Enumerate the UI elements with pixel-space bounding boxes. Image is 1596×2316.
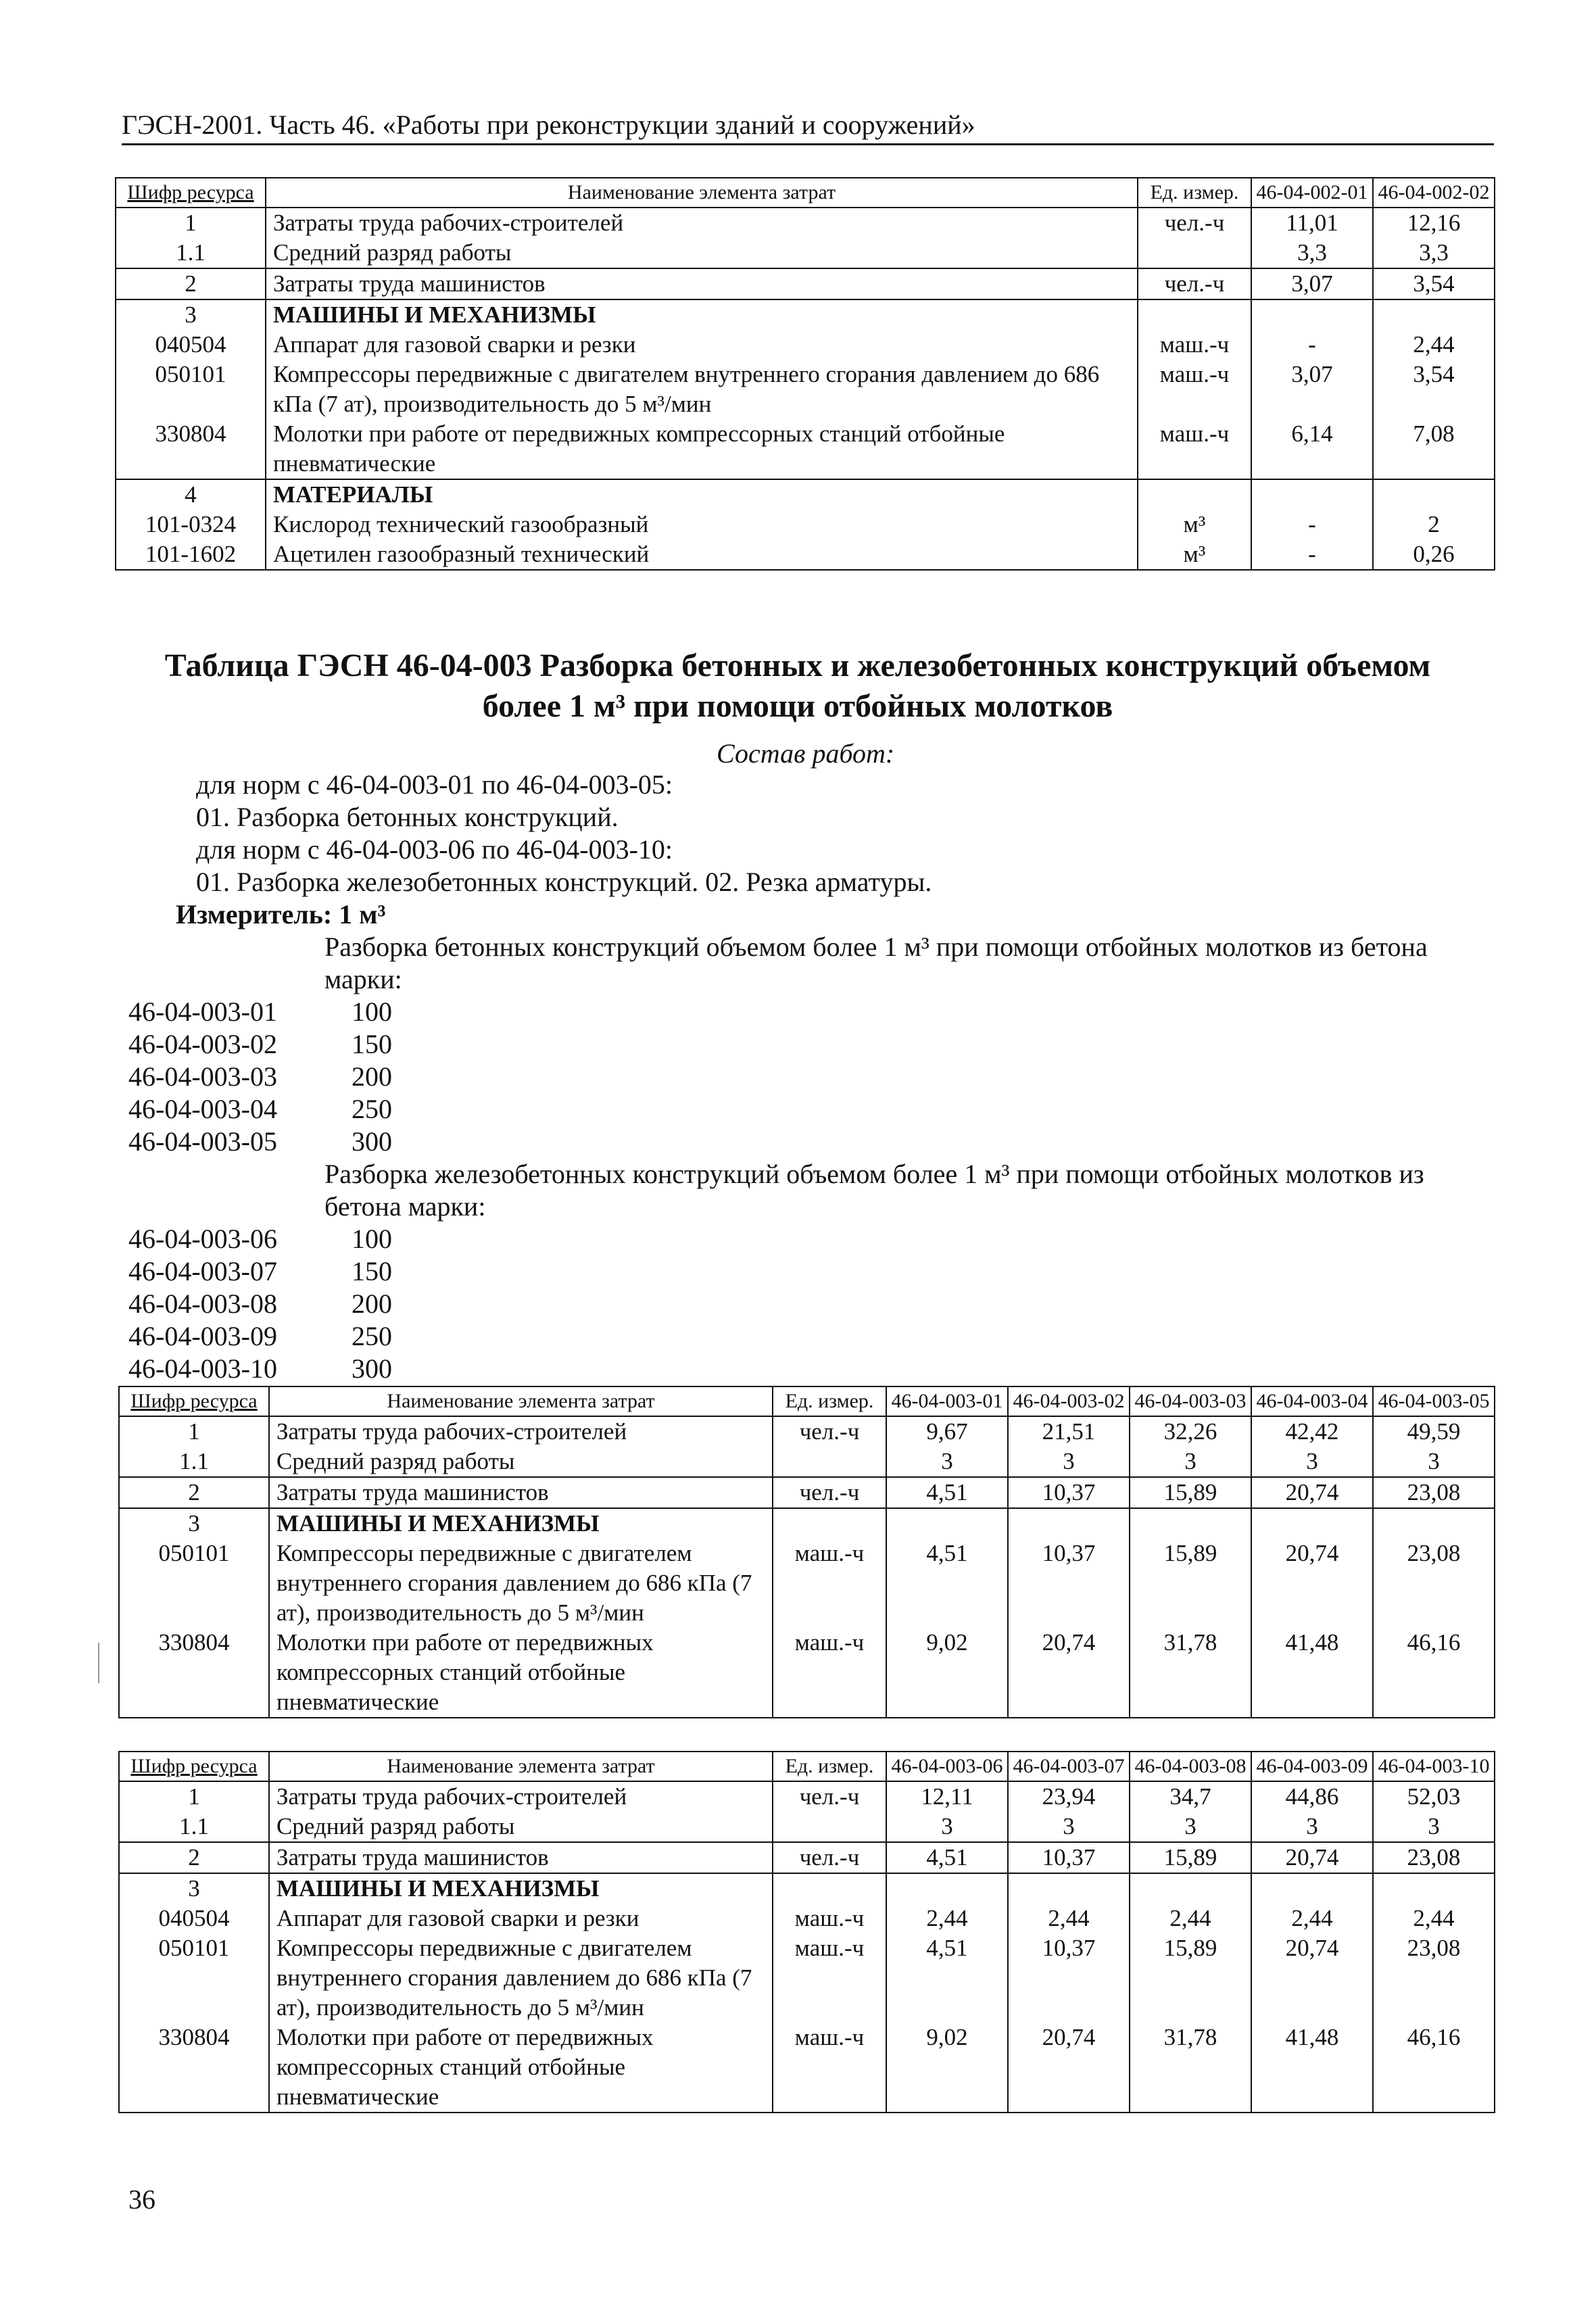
col-header-norm: 46-04-003-08	[1130, 1752, 1251, 1781]
norm-value: 4,51	[886, 1539, 1008, 1628]
norm-value: 15,89	[1130, 1842, 1251, 1873]
category-heading: МАТЕРИАЛЫ	[266, 479, 1138, 510]
norm-value: 41,48	[1251, 1628, 1373, 1718]
norm-value: 3,3	[1373, 238, 1495, 268]
table-row	[116, 299, 1495, 330]
norm-value: 9,02	[886, 1628, 1008, 1718]
table-row	[116, 479, 1495, 510]
resource-code: 040504	[116, 330, 266, 360]
norm-code: 46-04-003-05	[128, 1126, 277, 1157]
resource-name: Компрессоры передвижные с двигателем внутреннего сгорания давлением до 686 кПа (7 ат), производительность до 5 м³/мин	[269, 1933, 773, 2023]
norm-grade: 200	[352, 1288, 392, 1319]
margin-mark	[98, 1643, 99, 1683]
category-heading: МАШИНЫ И МЕХАНИЗМЫ	[266, 299, 1138, 330]
norm-value: 31,78	[1130, 2023, 1251, 2113]
unit: чел.-ч	[1138, 268, 1251, 299]
unit: чел.-ч	[773, 1842, 886, 1873]
col-header-name: Наименование элемента затрат	[266, 178, 1138, 208]
norm-code: 46-04-003-02	[128, 1029, 277, 1059]
norm-code: 46-04-003-10	[128, 1353, 277, 1384]
norm-value: 20,74	[1251, 1933, 1373, 2023]
table-row	[119, 1933, 1495, 2023]
norm-value: 44,86	[1251, 1781, 1373, 1812]
norm-value: 3	[886, 1447, 1008, 1477]
unit: маш.-ч	[1138, 360, 1251, 419]
table-row	[119, 1812, 1495, 1842]
norm-value: 20,74	[1008, 1628, 1130, 1718]
norm-value: 23,08	[1373, 1842, 1495, 1873]
norm-code: 46-04-003-01	[128, 996, 277, 1027]
table-header-row	[116, 178, 1495, 208]
table-row	[116, 268, 1495, 299]
norm-value: 20,74	[1251, 1477, 1373, 1508]
resource-code: 040504	[119, 1904, 269, 1933]
norm-value: 23,94	[1008, 1781, 1130, 1812]
resource-name: Компрессоры передвижные с двигателем внутреннего сгорания давлением до 686 кПа (7 ат), производительность до 5 м³/мин	[266, 360, 1138, 419]
norm-grade: 200	[352, 1061, 392, 1092]
norm-value: 10,37	[1008, 1477, 1130, 1508]
norm-value: 2	[1373, 510, 1495, 539]
col-header-norm: 46-04-003-07	[1008, 1752, 1130, 1781]
table-header-row	[119, 1386, 1495, 1416]
resource-code: 3	[119, 1508, 269, 1539]
table-row	[119, 1416, 1495, 1447]
norm-value: 46,16	[1373, 1628, 1495, 1718]
col-header-norm: 46-04-003-10	[1373, 1752, 1495, 1781]
unit: маш.-ч	[1138, 419, 1251, 479]
resource-code: 330804	[116, 419, 266, 479]
table-row	[119, 1628, 1495, 1718]
norm-code: 46-04-003-07	[128, 1256, 277, 1286]
norm-grade: 150	[352, 1029, 392, 1059]
work-composition-label: Состав работ:	[717, 738, 895, 769]
table-row	[116, 208, 1495, 238]
resource-code: 101-0324	[116, 510, 266, 539]
table-row	[119, 1508, 1495, 1539]
col-header-norm: 46-04-003-06	[886, 1752, 1008, 1781]
norm-value: 10,37	[1008, 1539, 1130, 1628]
col-header-code: Шифр ресурса	[119, 1386, 269, 1416]
norm-code: 46-04-003-04	[128, 1094, 277, 1124]
resource-code: 2	[116, 268, 266, 299]
table-row	[116, 419, 1495, 479]
norm-grade: 250	[352, 1321, 392, 1351]
resource-name: Компрессоры передвижные с двигателем внутреннего сгорания давлением до 686 кПа (7 ат), производительность до 5 м³/мин	[269, 1539, 773, 1628]
col-header-norm: 46-04-002-01	[1251, 178, 1373, 208]
resource-code: 101-1602	[116, 539, 266, 570]
resource-name: Молотки при работе от передвижных компрессорных станций отбойные пневматические	[266, 419, 1138, 479]
table-row	[119, 1539, 1495, 1628]
group-description: Разборка бетонных конструкций объемом более 1 м³ при помощи отбойных молотков из бетона марки:	[324, 932, 1428, 994]
unit: маш.-ч	[773, 2023, 886, 2113]
norm-grade: 300	[352, 1353, 392, 1384]
norm-code: 46-04-003-06	[128, 1224, 277, 1254]
col-header-unit: Ед. измер.	[773, 1752, 886, 1781]
col-header-unit: Ед. измер.	[1138, 178, 1251, 208]
resource-code: 1.1	[119, 1447, 269, 1477]
resource-name: Средний разряд работы	[269, 1447, 773, 1477]
norm-value: 4,51	[886, 1842, 1008, 1873]
norm-value: 31,78	[1130, 1628, 1251, 1718]
table-row	[119, 1477, 1495, 1508]
table-row	[116, 330, 1495, 360]
col-header-code: Шифр ресурса	[116, 178, 266, 208]
resource-name: Ацетилен газообразный технический	[266, 539, 1138, 570]
norm-value: 52,03	[1373, 1781, 1495, 1812]
norm-value: 34,7	[1130, 1781, 1251, 1812]
norm-value: -	[1251, 510, 1373, 539]
unit: маш.-ч	[773, 1904, 886, 1933]
resource-name: Затраты труда машинистов	[269, 1477, 773, 1508]
norm-value: -	[1251, 330, 1373, 360]
col-header-norm: 46-04-002-02	[1373, 178, 1495, 208]
norm-value: 2,44	[1251, 1904, 1373, 1933]
table-row	[119, 1447, 1495, 1477]
norm-grade: 100	[352, 996, 392, 1027]
norm-value: -	[1251, 539, 1373, 570]
norm-value: 11,01	[1251, 208, 1373, 238]
norm-value: 23,08	[1373, 1933, 1495, 2023]
norm-value: 3,07	[1251, 268, 1373, 299]
norm-value: 15,89	[1130, 1933, 1251, 2023]
unit: маш.-ч	[773, 1933, 886, 2023]
resource-code: 1.1	[116, 238, 266, 268]
col-header-unit: Ед. измер.	[773, 1386, 886, 1416]
resource-code: 1.1	[119, 1812, 269, 1842]
norm-value: 20,74	[1251, 1842, 1373, 1873]
norm-value: 3	[1373, 1447, 1495, 1477]
resource-name: Аппарат для газовой сварки и резки	[269, 1904, 773, 1933]
col-header-norm: 46-04-003-01	[886, 1386, 1008, 1416]
table-row	[119, 1781, 1495, 1812]
norm-value: 15,89	[1130, 1477, 1251, 1508]
resource-code: 330804	[119, 2023, 269, 2113]
norm-code: 46-04-003-08	[128, 1288, 277, 1319]
col-header-norm: 46-04-003-09	[1251, 1752, 1373, 1781]
resource-table-003-b	[118, 1751, 1495, 2113]
norm-value: 49,59	[1373, 1416, 1495, 1447]
norm-grade: 100	[352, 1224, 392, 1254]
norm-value: 9,02	[886, 2023, 1008, 2113]
unit	[773, 1812, 886, 1842]
norm-value: 2,44	[1130, 1904, 1251, 1933]
measure-unit: Измеритель: 1 м³	[176, 899, 386, 930]
unit: маш.-ч	[773, 1628, 886, 1718]
norm-code: 46-04-003-09	[128, 1321, 277, 1351]
norm-value: 3	[1008, 1447, 1130, 1477]
unit: м³	[1138, 510, 1251, 539]
table-row	[116, 539, 1495, 570]
table-row	[119, 2023, 1495, 2113]
page-number: 36	[128, 2184, 155, 2215]
norm-grade: 300	[352, 1126, 392, 1157]
col-header-name: Наименование элемента затрат	[269, 1386, 773, 1416]
resource-name: Средний разряд работы	[269, 1812, 773, 1842]
resource-code: 3	[116, 299, 266, 330]
resource-code: 050101	[119, 1539, 269, 1628]
resource-name: Затраты труда машинистов	[269, 1842, 773, 1873]
norm-value: 3	[1130, 1447, 1251, 1477]
norm-value: 20,74	[1008, 2023, 1130, 2113]
norm-value: 3	[1008, 1812, 1130, 1842]
norm-value: 7,08	[1373, 419, 1495, 479]
norm-value: 4,51	[886, 1477, 1008, 1508]
resource-name: Средний разряд работы	[266, 238, 1138, 268]
category-heading: МАШИНЫ И МЕХАНИЗМЫ	[269, 1873, 773, 1904]
unit	[773, 1447, 886, 1477]
unit: маш.-ч	[773, 1539, 886, 1628]
table-row	[116, 360, 1495, 419]
norm-value: 23,08	[1373, 1539, 1495, 1628]
norm-value: 9,67	[886, 1416, 1008, 1447]
norm-grade: 150	[352, 1256, 392, 1286]
resource-table-002	[115, 177, 1495, 571]
norm-value: 3,3	[1251, 238, 1373, 268]
resource-name: Молотки при работе от передвижных компрессорных станций отбойные пневматические	[269, 2023, 773, 2113]
col-header-norm: 46-04-003-02	[1008, 1386, 1130, 1416]
resource-code: 1	[116, 208, 266, 238]
norm-value: 3,07	[1251, 360, 1373, 419]
norm-value: 3	[1373, 1812, 1495, 1842]
resource-name: Затраты труда рабочих-строителей	[266, 208, 1138, 238]
table-row	[119, 1873, 1495, 1904]
norm-value: 21,51	[1008, 1416, 1130, 1447]
resource-name: Кислород технический газообразный	[266, 510, 1138, 539]
unit: м³	[1138, 539, 1251, 570]
work-line: 01. Разборка железобетонных конструкций. 02. Резка арматуры.	[196, 867, 932, 897]
norm-value: 32,26	[1130, 1416, 1251, 1447]
norm-value: 3	[1251, 1447, 1373, 1477]
unit	[1138, 238, 1251, 268]
norm-value: 3,54	[1373, 268, 1495, 299]
norm-value: 2,44	[886, 1904, 1008, 1933]
group-description: Разборка железобетонных конструкций объемом более 1 м³ при помощи отбойных молотков из бетона марки:	[324, 1159, 1424, 1222]
norm-value: 2,44	[1008, 1904, 1130, 1933]
col-header-norm: 46-04-003-05	[1373, 1386, 1495, 1416]
unit: чел.-ч	[1138, 208, 1251, 238]
resource-code: 3	[119, 1873, 269, 1904]
section-title-line: более 1 м³ при помощи отбойных молотков	[482, 688, 1113, 724]
norm-value: 3,54	[1373, 360, 1495, 419]
resource-code: 050101	[116, 360, 266, 419]
table-row	[116, 238, 1495, 268]
norm-value: 3	[1130, 1812, 1251, 1842]
resource-code: 1	[119, 1416, 269, 1447]
norm-code: 46-04-003-03	[128, 1061, 277, 1092]
norm-value: 10,37	[1008, 1933, 1130, 2023]
table-row	[119, 1904, 1495, 1933]
norm-value: 3	[1251, 1812, 1373, 1842]
norm-value: 42,42	[1251, 1416, 1373, 1447]
unit: чел.-ч	[773, 1781, 886, 1812]
resource-code: 050101	[119, 1933, 269, 2023]
col-header-code: Шифр ресурса	[119, 1752, 269, 1781]
norm-value: 2,44	[1373, 1904, 1495, 1933]
category-heading: МАШИНЫ И МЕХАНИЗМЫ	[269, 1508, 773, 1539]
norm-value: 20,74	[1251, 1539, 1373, 1628]
work-line: 01. Разборка бетонных конструкций.	[196, 802, 619, 832]
norm-value: 12,11	[886, 1781, 1008, 1812]
norm-value: 41,48	[1251, 2023, 1373, 2113]
resource-code: 2	[119, 1842, 269, 1873]
resource-name: Затраты труда машинистов	[266, 268, 1138, 299]
section-title-line: Таблица ГЭСН 46-04-003 Разборка бетонных и железобетонных конструкций объемом	[164, 648, 1431, 683]
norm-value: 46,16	[1373, 2023, 1495, 2113]
norm-value: 23,08	[1373, 1477, 1495, 1508]
work-line: для норм с 46-04-003-06 по 46-04-003-10:	[196, 834, 673, 865]
unit: чел.-ч	[773, 1416, 886, 1447]
unit: маш.-ч	[1138, 330, 1251, 360]
col-header-name: Наименование элемента затрат	[269, 1752, 773, 1781]
resource-name: Затраты труда рабочих-строителей	[269, 1416, 773, 1447]
resource-code: 330804	[119, 1628, 269, 1718]
work-line: для норм с 46-04-003-01 по 46-04-003-05:	[196, 769, 673, 800]
norm-value: 2,44	[1373, 330, 1495, 360]
resource-code: 4	[116, 479, 266, 510]
norm-value: 15,89	[1130, 1539, 1251, 1628]
col-header-norm: 46-04-003-03	[1130, 1386, 1251, 1416]
norm-value: 0,26	[1373, 539, 1495, 570]
norm-value: 6,14	[1251, 419, 1373, 479]
norm-value: 10,37	[1008, 1842, 1130, 1873]
norm-grade: 250	[352, 1094, 392, 1124]
table-header-row	[119, 1752, 1495, 1781]
unit: чел.-ч	[773, 1477, 886, 1508]
section-title	[108, 646, 1487, 727]
resource-code: 1	[119, 1781, 269, 1812]
resource-code: 2	[119, 1477, 269, 1508]
col-header-norm: 46-04-003-04	[1251, 1386, 1373, 1416]
norm-value: 3	[886, 1812, 1008, 1842]
resource-name: Молотки при работе от передвижных компрессорных станций отбойные пневматические	[269, 1628, 773, 1718]
norm-value: 4,51	[886, 1933, 1008, 2023]
table-row	[119, 1842, 1495, 1873]
resource-name: Затраты труда рабочих-строителей	[269, 1781, 773, 1812]
table-row	[116, 510, 1495, 539]
running-header: ГЭСН-2001. Часть 46. «Работы при реконструкции зданий и сооружений»	[122, 108, 1494, 145]
resource-table-003-a	[118, 1386, 1495, 1718]
norm-value: 12,16	[1373, 208, 1495, 238]
resource-name: Аппарат для газовой сварки и резки	[266, 330, 1138, 360]
